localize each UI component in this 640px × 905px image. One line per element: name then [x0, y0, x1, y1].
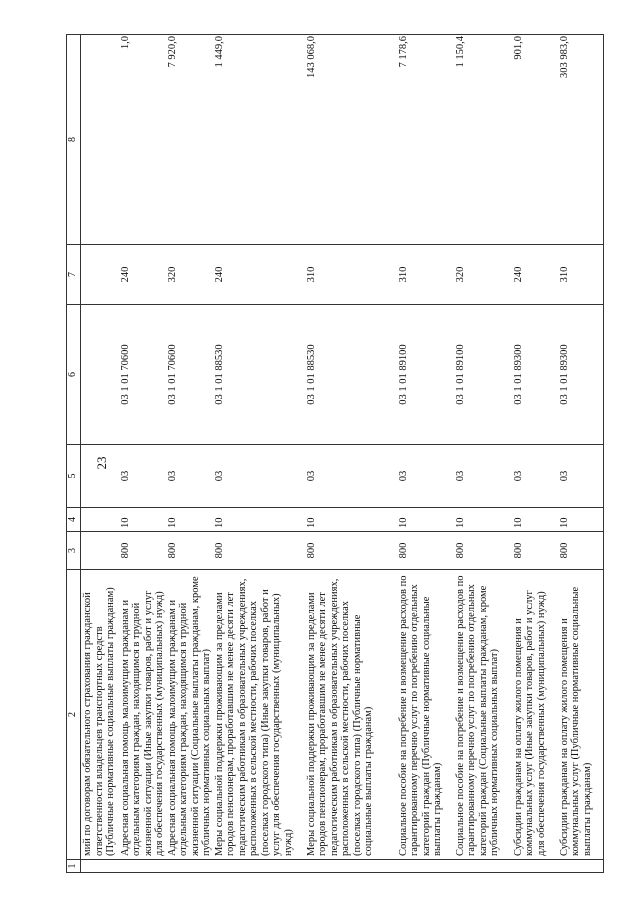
- amount-value: 1 150,4: [454, 35, 512, 245]
- subsection-code: [81, 445, 119, 508]
- expense-type-code: 310: [305, 245, 397, 305]
- subsection-code: 03: [512, 445, 558, 508]
- column-number-row: [67, 35, 81, 873]
- subsection-code: 03: [213, 445, 305, 508]
- row-name: Социальное пособие на погребение и возмещение расходов по гарантированному перечню услуг по погребению отдельных категорий граждан (Социальные выплаты гражданам, кроме публичных нормативных социальных выплат): [454, 570, 512, 860]
- section-code: 10: [454, 508, 512, 532]
- amount-value: 143 068,0: [305, 35, 397, 245]
- column-header: 3: [67, 532, 81, 570]
- column-header: 2: [67, 570, 81, 860]
- target-article-code: 03 1 01 88530: [305, 305, 397, 445]
- ved-code: 800: [166, 532, 213, 570]
- target-article-code: 03 1 01 89100: [397, 305, 454, 445]
- table-row: [119, 35, 166, 873]
- row-name: Субсидии гражданам на оплату жилого помещения и коммунальных услуг (Публичные нормативные социальные выплаты гражданам): [558, 570, 604, 860]
- row-name: Адресная социальная помощь малоимущим гражданам и отдельным категориям граждан, находящимся в трудной жизненной ситуации (Социальные выплаты гражданам, кроме публичных нормативных социальных выплат): [166, 570, 213, 860]
- budget-table: [66, 34, 604, 873]
- target-article-code: 03 1 01 88530: [213, 305, 305, 445]
- column-header: 7: [67, 245, 81, 305]
- expense-type-code: 240: [213, 245, 305, 305]
- subsection-code: 03: [166, 445, 213, 508]
- row-name: Меры социальной поддержки проживающим за пределами городов пенсионерам, проработавшим не менее десяти лет педагогическим работникам в образовательных учреждениях, расположенных в сельской местности, рабочих поселках (поселках городского типа) (Публичные нормативные социальные выплаты гражданам): [305, 570, 397, 860]
- amount-value: 901,0: [512, 35, 558, 245]
- column-header: 4: [67, 508, 81, 532]
- expense-type-code: 240: [119, 245, 166, 305]
- amount-value: 303 983,0: [558, 35, 604, 245]
- subsection-code: 03: [558, 445, 604, 508]
- column-header: 5: [67, 445, 81, 508]
- amount-value: 1 449,0: [213, 35, 305, 245]
- expense-type-code: 310: [397, 245, 454, 305]
- row-name: мий по договорам обязательного страхования гражданской ответственности владельцев транспортных средств (Публичные нормативные социальные выплаты гражданам): [81, 570, 119, 860]
- blank-cell: [81, 860, 119, 873]
- table-row: [512, 35, 558, 873]
- expense-type-code: 240: [512, 245, 558, 305]
- target-article-code: 03 1 01 89300: [558, 305, 604, 445]
- table-row: [454, 35, 512, 873]
- blank-cell: [305, 860, 397, 873]
- ved-code: 800: [213, 532, 305, 570]
- ved-code: 800: [512, 532, 558, 570]
- table-row: [166, 35, 213, 873]
- ved-code: 800: [119, 532, 166, 570]
- section-code: 10: [558, 508, 604, 532]
- target-article-code: 03 1 01 70600: [166, 305, 213, 445]
- blank-cell: [397, 860, 454, 873]
- expense-type-code: [81, 245, 119, 305]
- column-header: 6: [67, 305, 81, 445]
- ved-code: [81, 532, 119, 570]
- subsection-code: 03: [397, 445, 454, 508]
- table-row: [81, 35, 119, 873]
- table-row: [558, 35, 604, 873]
- amount-value: 7 178,6: [397, 35, 454, 245]
- section-code: 10: [166, 508, 213, 532]
- subsection-code: 03: [119, 445, 166, 508]
- ved-code: 800: [558, 532, 604, 570]
- row-name: Меры социальной поддержки проживающим за пределами городов пенсионерам, проработавшим не менее десяти лет педагогическим работникам в образовательных учреждениях, расположенных в сельской местности, рабочих поселках (поселках городского типа) (Иные закупки товаров, работ и услуг для обеспечения государственных (муниципальных) нужд): [213, 570, 305, 860]
- blank-cell: [454, 860, 512, 873]
- target-article-code: [81, 305, 119, 445]
- blank-cell: [512, 860, 558, 873]
- amount-value: 7 920,0: [166, 35, 213, 245]
- column-header: 8: [67, 35, 81, 245]
- ved-code: 800: [454, 532, 512, 570]
- blank-cell: [166, 860, 213, 873]
- expense-type-code: 320: [454, 245, 512, 305]
- target-article-code: 03 1 01 89100: [454, 305, 512, 445]
- table-row: [213, 35, 305, 873]
- section-code: [81, 508, 119, 532]
- row-name: Адресная социальная помощь малоимущим гражданам и отдельным категориям граждан, находящимся в трудной жизненной ситуации (Иные закупки товаров, работ и услуг для обеспечения государственных (муниципальных) нужд): [119, 570, 166, 860]
- amount-value: [81, 35, 119, 245]
- subsection-code: 03: [454, 445, 512, 508]
- expense-type-code: 320: [166, 245, 213, 305]
- section-code: 10: [305, 508, 397, 532]
- table-row: [397, 35, 454, 873]
- blank-cell: [119, 860, 166, 873]
- section-code: 10: [512, 508, 558, 532]
- target-article-code: 03 1 01 89300: [512, 305, 558, 445]
- blank-cell: [558, 860, 604, 873]
- ved-code: 800: [397, 532, 454, 570]
- table-row: [305, 35, 397, 873]
- amount-value: 1,0: [119, 35, 166, 245]
- expense-type-code: 310: [558, 245, 604, 305]
- section-code: 10: [213, 508, 305, 532]
- blank-cell: [213, 860, 305, 873]
- target-article-code: 03 1 01 70600: [119, 305, 166, 445]
- row-name: Субсидии гражданам на оплату жилого помещения и коммунальных услуг (Иные закупки товаров, работ и услуг для обеспечения государственных (муниципальных) нужд): [512, 570, 558, 860]
- subsection-code: 03: [305, 445, 397, 508]
- section-code: 10: [397, 508, 454, 532]
- page-number: 23: [94, 456, 109, 470]
- column-header: 1: [67, 860, 81, 873]
- budget-table-rotated: [66, 35, 593, 873]
- ved-code: 800: [305, 532, 397, 570]
- row-name: Социальное пособие на погребение и возмещение расходов по гарантированному перечню услуг по погребению отдельных категорий граждан (Публичные нормативные социальные выплаты гражданам): [397, 570, 454, 860]
- section-code: 10: [119, 508, 166, 532]
